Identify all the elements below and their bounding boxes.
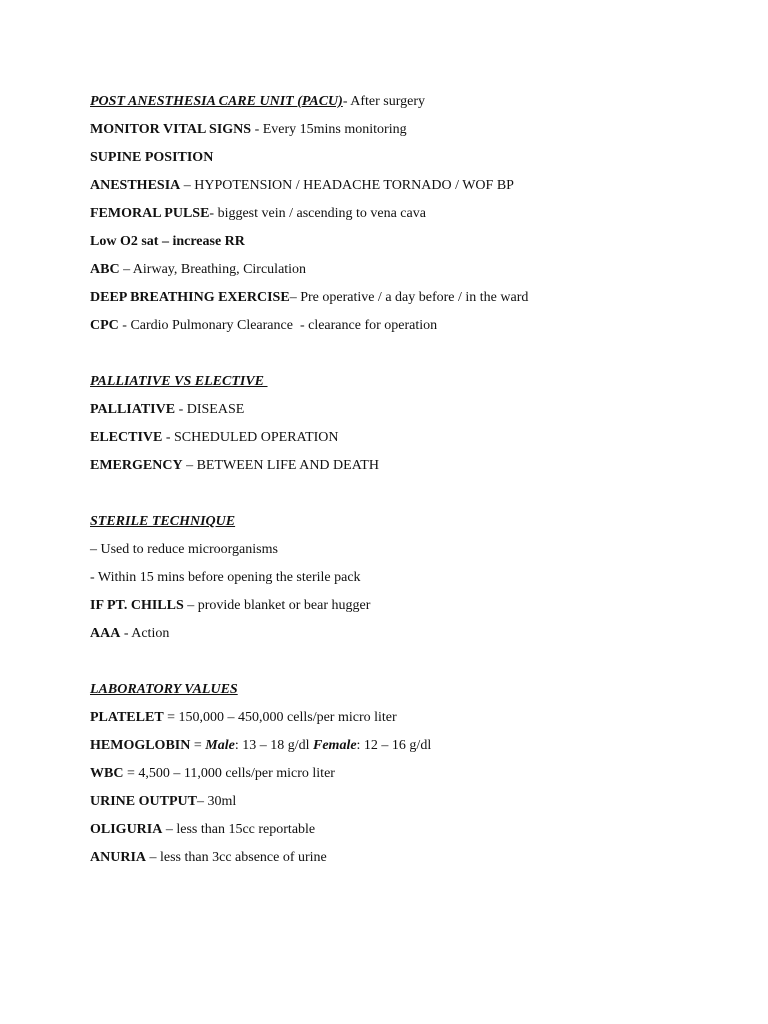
heading-text: LABORATORY VALUES xyxy=(90,682,238,697)
note-text: – provide blanket or bear hugger xyxy=(183,598,371,613)
note-line xyxy=(90,844,730,872)
section-spacer xyxy=(90,480,730,508)
note-line xyxy=(90,592,730,620)
note-text: – 30ml xyxy=(196,794,237,809)
note-line xyxy=(90,760,730,788)
note-line xyxy=(90,704,730,732)
heading-text: STERILE TECHNIQUE xyxy=(90,514,236,529)
note-text: – HYPOTENSION / HEADACHE TORNADO / WOF BP xyxy=(180,178,514,193)
note-term: Low O2 sat – increase RR xyxy=(90,234,245,249)
note-line xyxy=(90,256,730,284)
note-line xyxy=(90,228,730,256)
note-line xyxy=(90,312,730,340)
note-text: – less than 15cc reportable xyxy=(162,822,316,837)
note-line xyxy=(90,424,730,452)
note-text: – less than 3cc absence of urine xyxy=(146,850,327,865)
section-spacer xyxy=(90,648,730,676)
note-term: EMERGENCY xyxy=(90,458,183,473)
section-heading-lab-values xyxy=(90,676,730,704)
note-text: – Pre operative / a day before / in the ward xyxy=(289,290,529,305)
male-label: Male xyxy=(205,738,235,753)
note-term: IF PT. CHILLS xyxy=(90,598,184,613)
note-term: MONITOR VITAL SIGNS xyxy=(90,122,252,137)
section-heading-pacu xyxy=(90,88,730,116)
note-line xyxy=(90,564,730,592)
section-spacer xyxy=(90,340,730,368)
heading-suffix: - After surgery xyxy=(342,94,425,109)
note-line xyxy=(90,788,730,816)
note-term: AAA xyxy=(90,626,121,641)
note-line xyxy=(90,816,730,844)
note-term: DEEP BREATHING EXERCISE xyxy=(90,290,290,305)
female-value: : 12 – 16 g/dl xyxy=(356,738,432,753)
note-line xyxy=(90,452,730,480)
female-label: Female xyxy=(313,738,357,753)
note-text: = 150,000 – 450,000 cells/per micro liter xyxy=(163,710,397,725)
note-term: CPC xyxy=(90,318,119,333)
section-heading-sterile xyxy=(90,508,730,536)
note-line xyxy=(90,536,730,564)
note-term: WBC xyxy=(90,766,124,781)
note-term: ANURIA xyxy=(90,850,146,865)
note-text: = 4,500 – 11,000 cells/per micro liter xyxy=(123,766,335,781)
note-text: - Cardio Pulmonary Clearance - clearance for operation xyxy=(118,318,438,333)
note-line xyxy=(90,620,730,648)
note-term: OLIGURIA xyxy=(90,822,163,837)
note-term: HEMOGLOBIN xyxy=(90,738,191,753)
note-text: - Action xyxy=(120,626,170,641)
male-value: : 13 – 18 g/dl xyxy=(234,738,313,753)
document-page xyxy=(90,88,730,872)
note-text: - biggest vein / ascending to vena cava xyxy=(209,206,426,221)
note-text: - Within 15 mins before opening the sterile pack xyxy=(90,570,361,585)
note-term: ABC xyxy=(90,262,120,277)
note-term: PLATELET xyxy=(90,710,164,725)
note-text: – Used to reduce microorganisms xyxy=(90,542,278,557)
heading-text: POST ANESTHESIA CARE UNIT (PACU) xyxy=(90,94,343,109)
note-term: ELECTIVE xyxy=(90,430,163,445)
note-term: ANESTHESIA xyxy=(90,178,181,193)
note-text: - Every 15mins monitoring xyxy=(251,122,407,137)
note-text: - SCHEDULED OPERATION xyxy=(162,430,339,445)
note-term: PALLIATIVE xyxy=(90,402,176,417)
note-line xyxy=(90,284,730,312)
note-line xyxy=(90,144,730,172)
note-text: – BETWEEN LIFE AND DEATH xyxy=(182,458,379,473)
heading-text: PALLIATIVE VS ELECTIVE xyxy=(90,374,268,389)
note-line xyxy=(90,172,730,200)
section-heading-palliative xyxy=(90,368,730,396)
note-term: URINE OUTPUT xyxy=(90,794,197,809)
note-term: FEMORAL PULSE xyxy=(90,206,210,221)
note-text: – Airway, Breathing, Circulation xyxy=(119,262,307,277)
note-line xyxy=(90,116,730,144)
hemoglobin-line xyxy=(90,732,730,760)
equals-sign: = xyxy=(190,738,206,753)
note-line xyxy=(90,200,730,228)
note-text: - DISEASE xyxy=(175,402,245,417)
note-line xyxy=(90,396,730,424)
note-term: SUPINE POSITION xyxy=(90,150,214,165)
